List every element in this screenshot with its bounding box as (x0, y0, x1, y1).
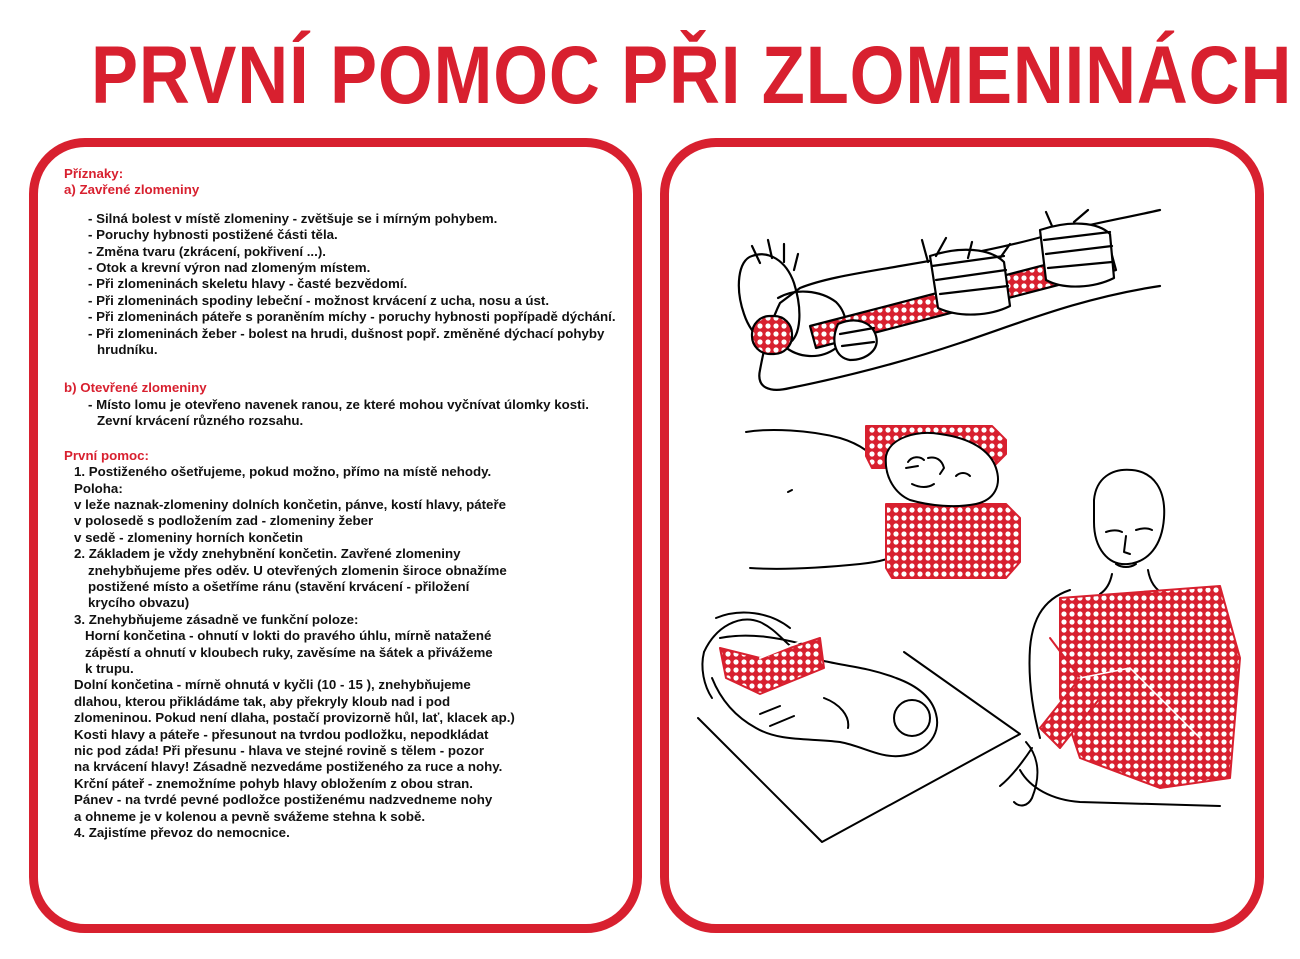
list-item: - Poruchy hybnosti postižené části těla. (88, 227, 338, 243)
list-item: - Místo lomu je otevřeno navenek ranou, ze které mohou vyčnívat úlomky kosti. Zevní krvácení různého rozsahu. (88, 396, 589, 429)
pelvis-fixation-illustration (698, 613, 1020, 842)
list-item: - Otok a krevní výron nad zlomeným místem. (88, 260, 371, 276)
list-item: - Při zlomeninách žeber - bolest na hrudi, dušnost popř. změněné dýchací pohyby hrudníku. (88, 325, 605, 358)
open-fractures-list (64, 397, 624, 430)
first-aid-line: znehybňujeme přes oděv. U otevřených zlomenin široce obnažíme (88, 562, 507, 578)
open-fractures-heading: b) Otevřené zlomeniny (64, 380, 207, 396)
first-aid-line: Pánev - na tvrdé pevné podložce postiženému nadzvedneme nohy (74, 792, 493, 808)
first-aid-line: 2. Základem je vždy znehybnění končetin. Zavřené zlomeniny (74, 546, 461, 562)
list-item: - Při zlomeninách spodiny lebeční - možnost krvácení z ucha, nosu a úst. (88, 292, 550, 308)
closed-fractures-list (64, 211, 624, 359)
list-item: - Při zlomeninách páteře s poraněním míchy - poruchy hybnosti popřípadě dýchání. (88, 309, 616, 325)
first-aid-line: dlahou, kterou přikládáme tak, aby překryly kloub nad i pod (74, 693, 451, 709)
list-item: - Při zlomeninách skeletu hlavy - časté bezvědomí. (88, 276, 408, 292)
first-aid-line: k trupu. (85, 660, 134, 676)
first-aid-line: 4. Zajistíme převoz do nemocnice. (74, 825, 290, 841)
first-aid-line: krycího obvazu) (88, 595, 190, 611)
first-aid-line: 1. Postiženého ošetřujeme, pokud možno, přímo na místě nehody. (74, 464, 492, 480)
first-aid-line: 3. Znehybňujeme zásadně ve funkční poloze: (74, 611, 359, 627)
first-aid-line: nic pod záda! Při přesunu - hlava ve stejné rovině s tělem - pozor (74, 743, 485, 758)
first-aid-line: postižené místo a ošetříme ránu (stavění krvácení - přiložení (88, 578, 470, 594)
first-aid-line: v polosedě s podložením zad - zlomeniny žeber (74, 513, 374, 529)
illustrations (660, 138, 1264, 933)
first-aid-line: Dolní končetina - mírně ohnutá v kyčli (10 - 15 ), znehybňujeme (74, 677, 471, 693)
first-aid-line: Horní končetina - ohnutí v lokti do pravého úhlu, mírně natažené (85, 628, 492, 644)
first-aid-heading: První pomoc: (64, 447, 149, 463)
first-aid-line: na krvácení hlavy! Zásadně nezvedáme postiženého za ruce a nohy. (74, 759, 503, 775)
symptoms-heading: Příznaky: (64, 166, 124, 181)
first-aid-line: Kosti hlavy a páteře - přesunout na tvrdou podložku, nepodkládat (74, 726, 489, 742)
list-item: - Silná bolest v místě zlomeniny - zvětšuje se i mírným pohybem. (88, 210, 498, 226)
first-aid-line: a ohneme je v kolenou a pevně svážeme stehna k sobě. (74, 808, 426, 824)
leg-splint-illustration (739, 210, 1160, 390)
first-aid-list (64, 464, 624, 841)
head-immobilization-illustration (746, 426, 1020, 578)
closed-fractures-heading: a) Zavřené zlomeniny (64, 182, 200, 198)
arm-sling-illustration (1000, 470, 1240, 806)
first-aid-line: zápěstí a ohnutí v kloubech ruky, zavěsíme na šátek a přivážeme (85, 644, 493, 660)
first-aid-line: Poloha: (74, 480, 123, 496)
first-aid-line: zlomeninou. Pokud není dlaha, postačí provizorně hůl, lať, klacek ap.) (74, 710, 515, 726)
list-item: - Změna tvaru (zkrácení, pokřivení ...). (88, 243, 326, 259)
page-title: PRVNÍ POMOC PŘI ZLOMENINÁCH (91, 30, 1293, 121)
first-aid-line: v leže naznak-zlomeniny dolních končetin, pánve, kostí hlavy, páteře (74, 496, 507, 512)
first-aid-line: v sedě - zlomeniny horních končetin (74, 529, 304, 545)
instructions-text (64, 166, 624, 841)
first-aid-line: Krční páteř - znemožníme pohyb hlavy obložením z obou stran. (74, 775, 473, 791)
